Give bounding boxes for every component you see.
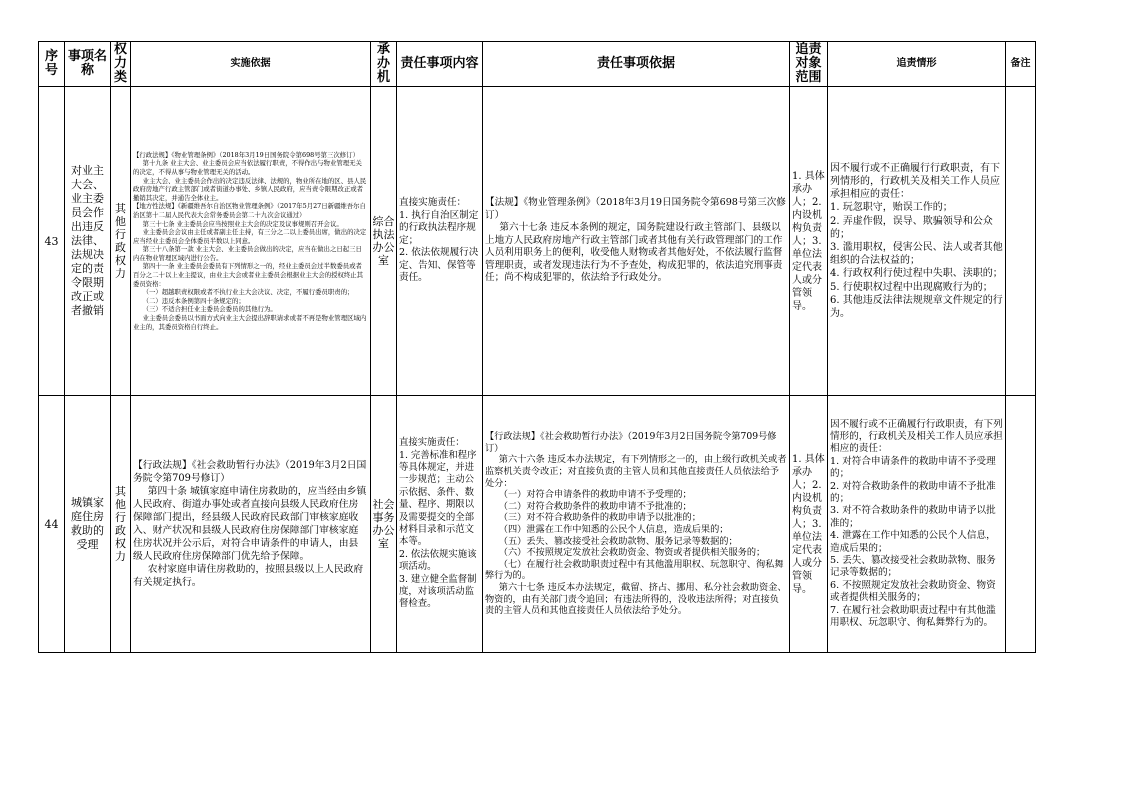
header-remark: 备注 [1006,42,1036,87]
resp-basis-line: 第六十七条 违反本条例的规定，国务院建设行政主管部门、县级以上地方人民政府房地产行政主管部门或者其他有关行政管理部门的工作人员利用职务上的便利，收受他人财物或者其他好处，不依法履行监督管理职责，或者发现违法行为不予查处，构成犯罪的，依法追究刑事责任；尚不构成犯罪的，依法给予行政处分。 [485,222,783,284]
basis-line: 第四十一条 业主委员会委员有下列情形之一的，经业主委员会过半数委员或者百分之二十以上业主提议，由业主大会或者业主委员会根据业主大会的授权终止其委员资格： [133,262,364,288]
cell-basis [131,87,371,396]
resp-basis-line: 【法规】《物业管理条例》（2018年3月19日国务院令第698号第三次修订） [485,196,786,221]
cell-dept: 综合执法办公室 [371,87,397,396]
resp-content-line: 2. 依法依规实施该项活动。 [399,548,477,573]
situation-line: 6. 其他违反法律法规规章文件规定的行为。 [830,294,1003,320]
resp-basis-line: （七）在履行社会救助职责过程中有其他滥用职权、玩忽职守、徇私舞弊行为的。 [485,558,784,582]
resp-content-line: 2. 依法依规履行决定、告知、保管等责任。 [399,247,479,284]
cell-target: 1. 具体承办人；2. 内设机构负责人；3. 单位法定代表人或分管领导。 [790,87,828,396]
resp-basis-line: （五）丢失、篡改接受社会救助款物、服务记录等数据的； [498,535,738,547]
responsibility-table [38,41,1036,653]
cell-resp-content [397,87,483,396]
cell-basis [131,396,371,653]
table-row [39,396,1036,653]
resp-basis-line: 【行政法规】《社会救助暂行办法》（2019年3月2日国务院令第709号修订） [485,431,777,454]
basis-line: （一）超越职责权限或者不执行业主大会决议、决定，不履行委员职责的； [142,288,354,297]
basis-line: 业主委员会会议由主任或者副主任主持，有三分之二以上委员出席，做出的决定应当经业主委员会全体委员半数以上同意。 [133,228,367,245]
header-dept: 承办机 [371,42,397,87]
resp-basis-line: （二）对符合救助条件的救助申请不予批准的； [498,500,692,512]
basis-line: （三）不适合担任业主委员会委员的其他行为。 [142,305,277,314]
basis-line: 【行政法规】《社会救助暂行办法》（2019年3月2日国务院令第709号修订） [133,460,367,484]
cell-power-type: 其他行政权力 [111,396,131,653]
situation-line: 3. 对不符合救助条件的救助申请予以批准的； [830,505,996,529]
table-row [39,87,1036,396]
situation-line: 因不履行或不正确履行行政职责，有下列情形的，行政机关及相关工作人员应承担相应的责任： [830,162,1000,201]
resp-content-line: 直接实施责任： [399,196,467,208]
basis-line: 【行政法规】《物业管理条例》（2018年3月19日国务院令第698号第三次修订） [133,150,359,159]
situation-line: 4. 泄露在工作中知悉的公民个人信息，造成后果的； [830,530,996,554]
resp-basis-line: 第六十六条 违反本办法规定，有下列情形之一的，由上级行政机关或者监察机关责令改正；对直接负责的主管人员和其他直接责任人员依法给予处分： [485,454,787,489]
header-resp-basis: 责任事项依据 [483,42,790,87]
header-target: 追责对象范围 [790,42,828,87]
basis-line: 第三十七条 业主委员会应当按照业主大会的决定及议事规则召开会议。 [142,219,343,228]
cell-resp-basis [483,396,790,653]
resp-content-line: 1. 完善标准和程序等具体规定，并进一步规范；主动公示依据、条件、数量、程序、期限以及需要提交的全部材料目录和示范文本等。 [399,449,477,548]
basis-line: 业主大会、业主委员会作出的决定违反法律、法规的，物业所在地的区、县人民政府房地产行政主管部门或者街道办事处、乡镇人民政府，应当责令限期改正或者撤销其决定，并通告全体业主。 [133,176,367,202]
cell-power-type: 其他行政权力 [111,87,131,396]
cell-item-name: 对业主大会、业主委员会作出违反法律、法规决定的责令限期改正或者撤销 [65,87,111,396]
cell-resp-basis [483,87,790,396]
header-power-type: 权力类 [111,42,131,87]
basis-line: 第十九条 业主大会、业主委员会应当依法履行职责，不得作出与物业管理无关的决定，不得从事与物业管理无关的活动。 [133,159,362,176]
situation-line: 2. 对符合救助条件的救助申请不予批准的； [830,480,996,504]
resp-basis-line: 第六十七条 违反本办法规定，截留、挤占、挪用、私分社会救助资金、物资的，由有关部门责令追回；有违法所得的，没收违法所得；对直接负责的主管人员和其他直接责任人员依法给予处分。 [485,581,787,617]
cell-target: 1. 具体承办人；2. 内设机构负责人；3. 单位法定代表人或分管领导。 [790,396,828,653]
cell-seq: 43 [39,87,65,396]
resp-content-line: 直接实施责任： [399,437,465,449]
cell-situation [828,396,1006,653]
situation-line: 因不履行或不正确履行行政职责，有下列情形的，行政机关及相关工作人员应承担相应的责任： [830,418,1003,455]
basis-line: 农村家庭申请住房救助的，按照县级以上人民政府有关规定执行。 [133,564,364,588]
resp-basis-line: （四）泄露在工作中知悉的公民个人信息，造成后果的； [498,524,729,535]
situation-line: 1. 对符合申请条件的救助申请不予受理的； [830,455,996,480]
basis-line: （二）违反本条例第四十条规定的； [142,296,245,305]
basis-line: 第三十八条第一款 业主大会、业主委员会做出的决定，应当在做出之日起三日内在物业管理区域内进行公告。 [133,245,362,262]
header-row [39,42,1036,87]
situation-line: 3. 滥用职权，侵害公民、法人或者其他组织的合法权益的； [830,242,1003,267]
header-basis: 实施依据 [131,42,371,87]
cell-seq: 44 [39,396,65,653]
header-situation: 追责情形 [828,42,1006,87]
cell-situation [828,87,1006,396]
header-seq: 序号 [39,42,65,87]
resp-content-line: 3. 建立健全监督制度，对该项活动监督检查。 [399,573,477,610]
basis-line: 【地方性法规】《新疆维吾尔自治区物业管理条例》（2017年5月27日新疆维吾尔自治区第十二届人民代表大会常务委员会第二十九次会议通过） [133,202,366,219]
cell-item-name: 城镇家庭住房救助的受理 [65,396,111,653]
basis-line: 业主委员会委员以书面方式向业主大会提出辞职请求或者不再是物业管理区域内业主的，其委员资格自行终止。 [133,314,367,331]
situation-line: 6. 不按照规定发放社会救助资金、物资或者提供相关服务的； [830,579,996,604]
situation-line: 2. 弄虚作假，误导、欺骗领导和公众的； [830,215,993,240]
header-item-name: 事项名称 [65,42,111,87]
resp-basis-line: （一）对符合申请条件的救助申请不予受理的； [498,489,692,501]
cell-resp-content [397,396,483,653]
situation-line: 5. 行使职权过程中出现腐败行为的； [830,281,993,293]
situation-line: 4. 行政权利行使过程中失职、渎职的； [830,268,1003,280]
cell-remark [1006,396,1036,653]
situation-line: 7. 在履行社会救助职责过程中有其他滥用职权、玩忽职守、徇私舞弊行为的。 [830,604,996,629]
situation-line: 5. 丢失、篡改接受社会救助款物、服务记录等数据的； [830,555,996,579]
cell-remark [1006,87,1036,396]
cell-dept: 社会事务办公室 [371,396,397,653]
situation-line: 1. 玩忽职守，贻误工作的； [830,202,953,214]
resp-basis-line: （三）对不符合救助条件的救助申请予以批准的； [498,512,701,524]
resp-content-line: 1. 执行自治区制定的行政执法程序规定； [399,209,479,246]
header-resp-content: 责任事项内容 [397,42,483,87]
resp-basis-line: （六）不按照规定发放社会救助资金、物资或者提供相关服务的； [498,547,766,559]
basis-line: 第四十条 城镇家庭申请住房救助的，应当经由乡镇人民政府、街道办事处或者直接向县级人民政府住房保障部门提出，经县级人民政府民政部门审核家庭收入、财产状况和县级人民政府住房保障部门审核家庭住房状况并公示后，对符合申请条件的申请人，由县级人民政府住房保障部门优先给予保障。 [133,486,367,562]
